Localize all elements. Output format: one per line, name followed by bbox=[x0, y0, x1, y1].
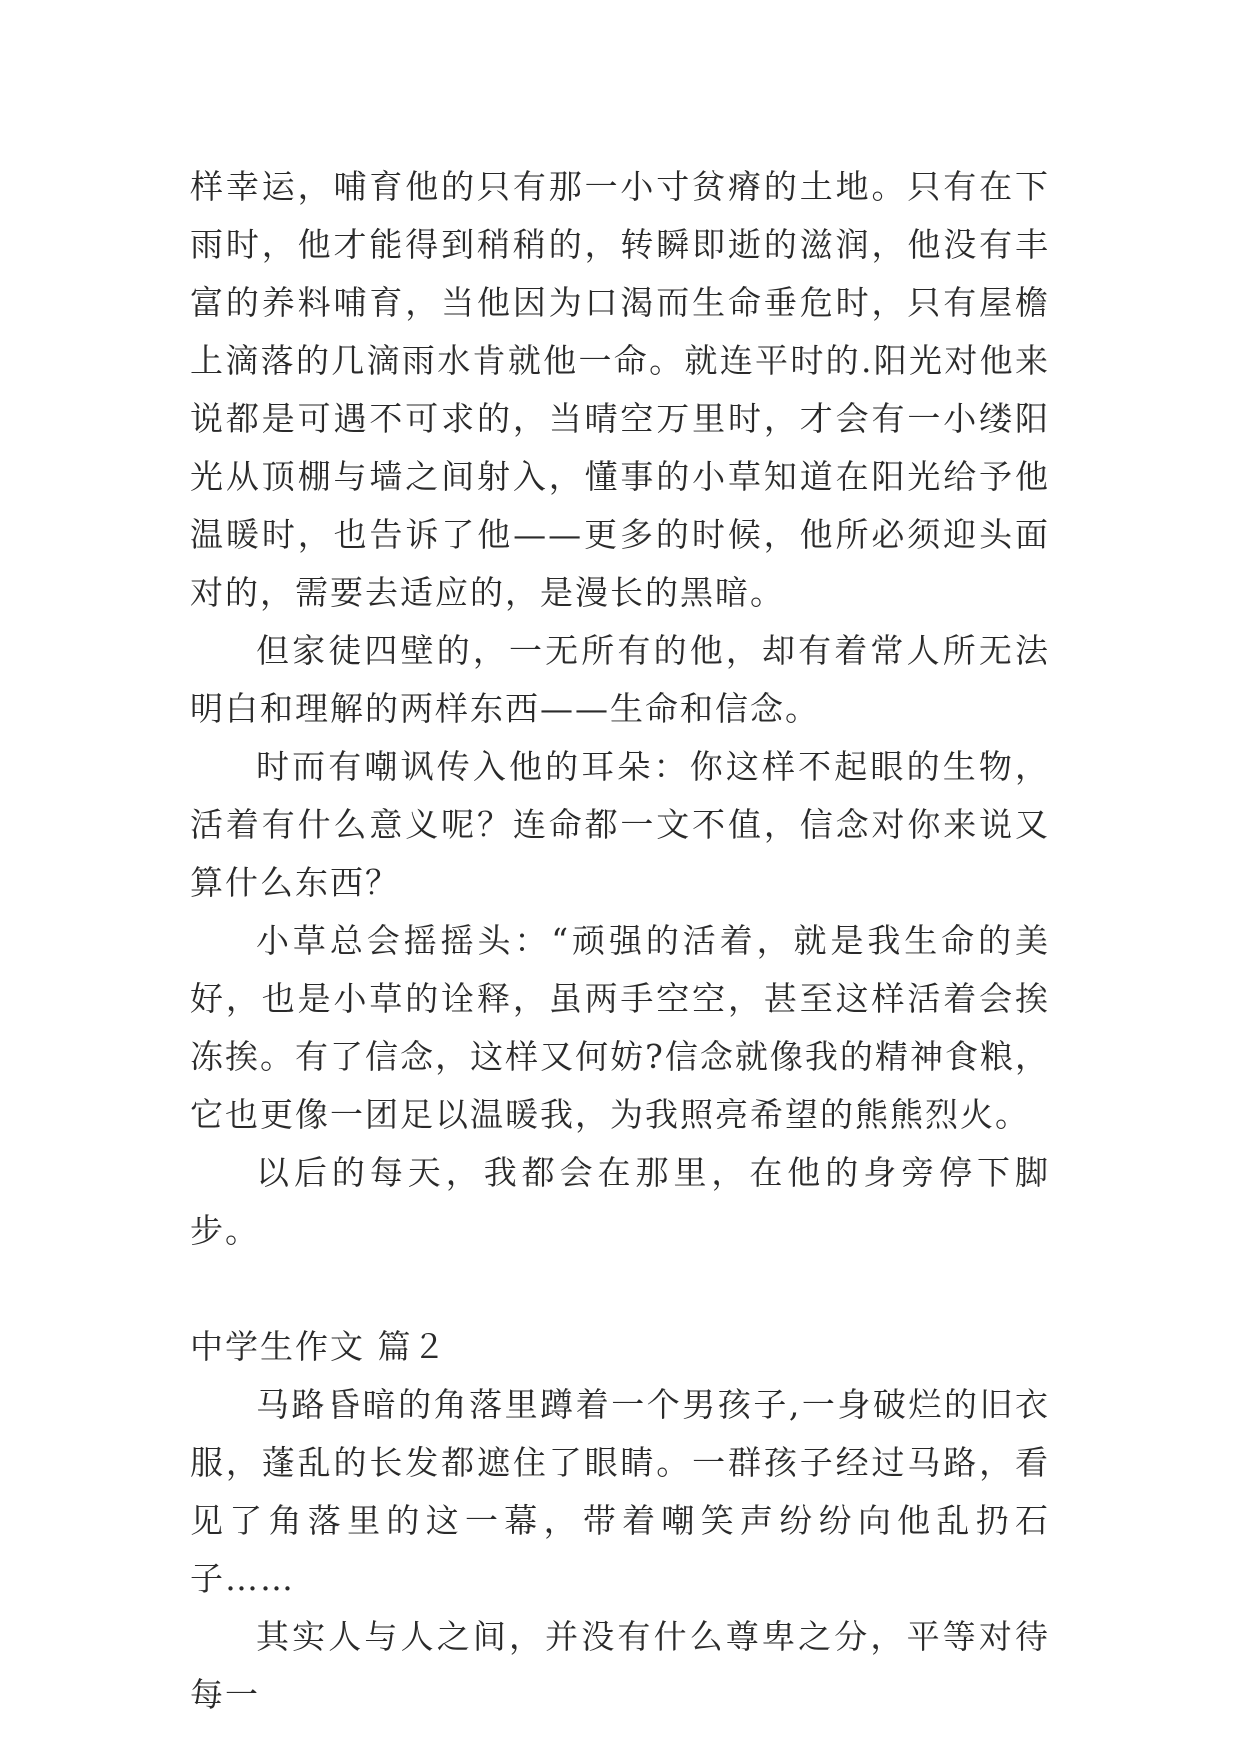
paragraph: 但家徒四壁的，一无所有的他，却有着常人所无法明白和理解的两样东西——生命和信念。 bbox=[190, 631, 1050, 728]
section-spacer bbox=[190, 1260, 1050, 1318]
paragraph: 时而有嘲讽传入他的耳朵：你这样不起眼的生物，活着有什么意义呢？连命都一文不值，信念对你来说又算什么东西？ bbox=[190, 747, 1050, 902]
section-title: 中学生作文 篇２ bbox=[190, 1327, 448, 1366]
paragraph: 其实人与人之间，并没有什么尊卑之分，平等对待每一 bbox=[190, 1617, 1050, 1714]
paragraph: 以后的每天，我都会在那里，在他的身旁停下脚步。 bbox=[190, 1153, 1050, 1250]
document-body bbox=[190, 158, 1050, 1724]
paragraph: 小草总会摇摇头：“顽强的活着，就是我生命的美好，也是小草的诠释，虽两手空空，甚至这样活着会挨冻挨。有了信念，这样又何妨?信念就像我的精神食粮，它也更像一团足以温暖我，为我照亮希望的熊熊烈火。 bbox=[190, 921, 1050, 1134]
paragraph: 样幸运，哺育他的只有那一小寸贫瘠的土地。只有在下雨时，他才能得到稍稍的，转瞬即逝的滋润，他没有丰富的养料哺育，当他因为口渴而生命垂危时，只有屋檐上滴落的几滴雨水肯就他一命。就连平时的.阳光对他来说都是可遇不可求的，当晴空万里时，才会有一小缕阳光从顶棚与墙之间射入，懂事的小草知道在阳光给予他温暖时，也告诉了他——更多的时候，他所必须迎头面对的，需要去适应的，是漫长的黑暗。 bbox=[190, 167, 1050, 612]
paragraph: 马路昏暗的角落里蹲着一个男孩子,一身破烂的旧衣服，蓬乱的长发都遮住了眼睛。一群孩子经过马路，看见了角落里的这一幕，带着嘲笑声纷纷向他乱扔石子…… bbox=[190, 1385, 1050, 1598]
